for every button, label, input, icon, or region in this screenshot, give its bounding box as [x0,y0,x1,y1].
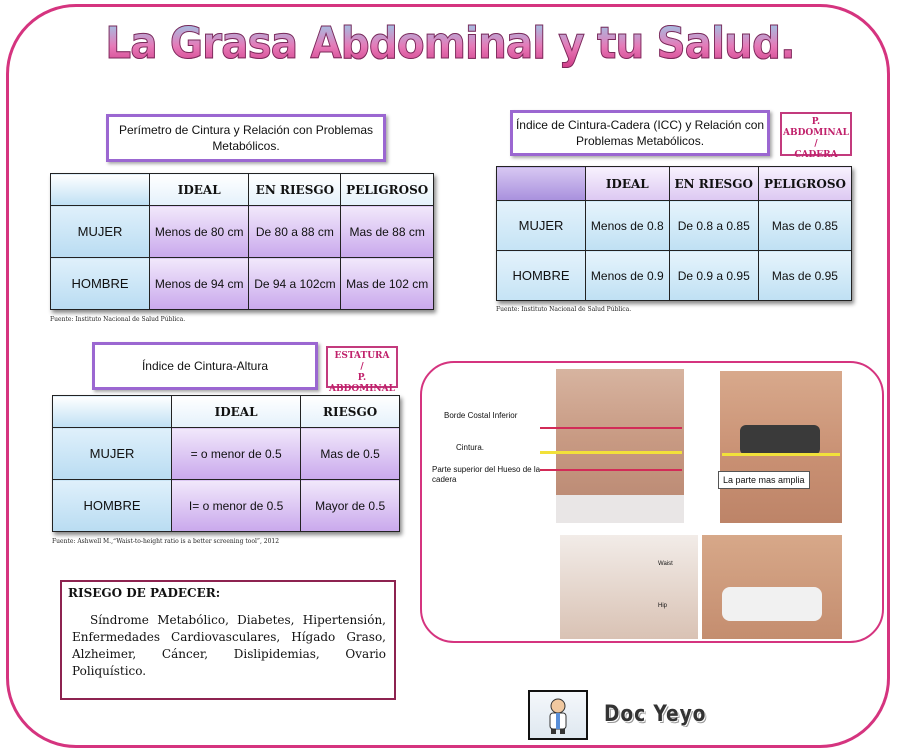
waist-perimeter-table [50,173,434,310]
table-cell: Mas de 88 cm [341,206,434,258]
column-header: PELIGROSO [341,174,434,206]
table-cell: Menos de 94 cm [150,258,249,310]
row-label: HOMBRE [497,251,586,301]
risk-body: Síndrome Metabólico, Diabetes, Hipertensión, Enfermedades Cardiovasculares, Hígado Graso, Alzheimer, Cáncer, Dislipidemias, Ovario Poliquístico. [72,613,386,678]
row-label: HOMBRE [51,258,150,310]
table-cell: De 0.9 a 0.95 [669,251,758,301]
costal-line [540,427,682,429]
risk-box [60,580,396,700]
table-cell: Mayor de 0.5 [301,480,400,532]
table-cell: Mas de 102 cm [341,258,434,310]
table-cell: De 80 a 88 cm [249,206,341,258]
row-label: MUJER [497,201,586,251]
table-cell: Mas de 0.5 [301,428,400,480]
table2-source: Fuente: Instituto Nacional de Salud Pública. [496,306,632,313]
page-title: La Grasa Abdominal y tu Salud. [36,18,864,69]
table-cell: Menos de 80 cm [150,206,249,258]
table-cell: De 0.8 a 0.85 [669,201,758,251]
column-header: EN RIESGO [249,174,341,206]
column-header: IDEAL [172,396,301,428]
measurement-photos-panel [420,361,884,643]
table-cell: Mas de 0.85 [758,201,851,251]
column-header: RIESGO [301,396,400,428]
widest-line [722,453,840,456]
table-corner [53,396,172,428]
table1-heading: Perímetro de Cintura y Relación con Problemas Metabólicos. [106,114,386,162]
column-header: EN RIESGO [669,167,758,201]
table3-source: Fuente: Ashwell M.,“Waist-to-height ratio is a better screening tool”, 2012 [52,538,280,545]
front-torso-photo [556,369,684,523]
doctor-logo [528,690,588,740]
risk-title: RISEGO DE PADECER: [68,586,221,600]
column-header: IDEAL [586,167,670,201]
column-header: PELIGROSO [758,167,851,201]
table-cell: De 94 a 102cm [249,258,341,310]
table-cell: Menos de 0.9 [586,251,670,301]
waist-hip-diagram-right [702,535,842,639]
table2-heading: Índice de Cintura-Cadera (ICC) y Relación con Problemas Metabólicos. [510,110,770,156]
row-label: MUJER [51,206,150,258]
waist-line [540,451,682,454]
icc-formula-tag: P. ABDOMINAL / CADERA [780,112,852,156]
waist-height-formula-tag: ESTATURA / P. ABDOMINAL [326,346,398,388]
label-costal: Borde Costal Inferior [444,411,518,420]
row-label: MUJER [53,428,172,480]
waist-hip-diagram-left [560,535,698,639]
table-cell: Menos de 0.8 [586,201,670,251]
table-corner [51,174,150,206]
table-cell: = o menor de 0.5 [172,428,301,480]
label-hip: Hip [658,603,668,609]
table-cell: Mas de 0.95 [758,251,851,301]
side-torso-photo [720,371,842,523]
hip-line [540,469,682,471]
label-hueso: Parte superior del Hueso de la cadera [432,465,541,484]
waist-height-table [52,395,400,532]
label-cintura: Cintura. [456,443,485,452]
table3-heading: Índice de Cintura-Altura [92,342,318,390]
table1-source: Fuente: Instituto Nacional de Salud Pública. [50,316,186,323]
label-waist: Waist [658,561,673,567]
table-cell: I= o menor de 0.5 [172,480,301,532]
doctor-icon [538,695,578,735]
brand-name: Doc Yeyo [604,702,707,727]
table-corner [497,167,586,201]
row-label: HOMBRE [53,480,172,532]
column-header: IDEAL [150,174,249,206]
label-amplia: La parte mas amplia [718,471,810,489]
waist-hip-table [496,166,852,301]
